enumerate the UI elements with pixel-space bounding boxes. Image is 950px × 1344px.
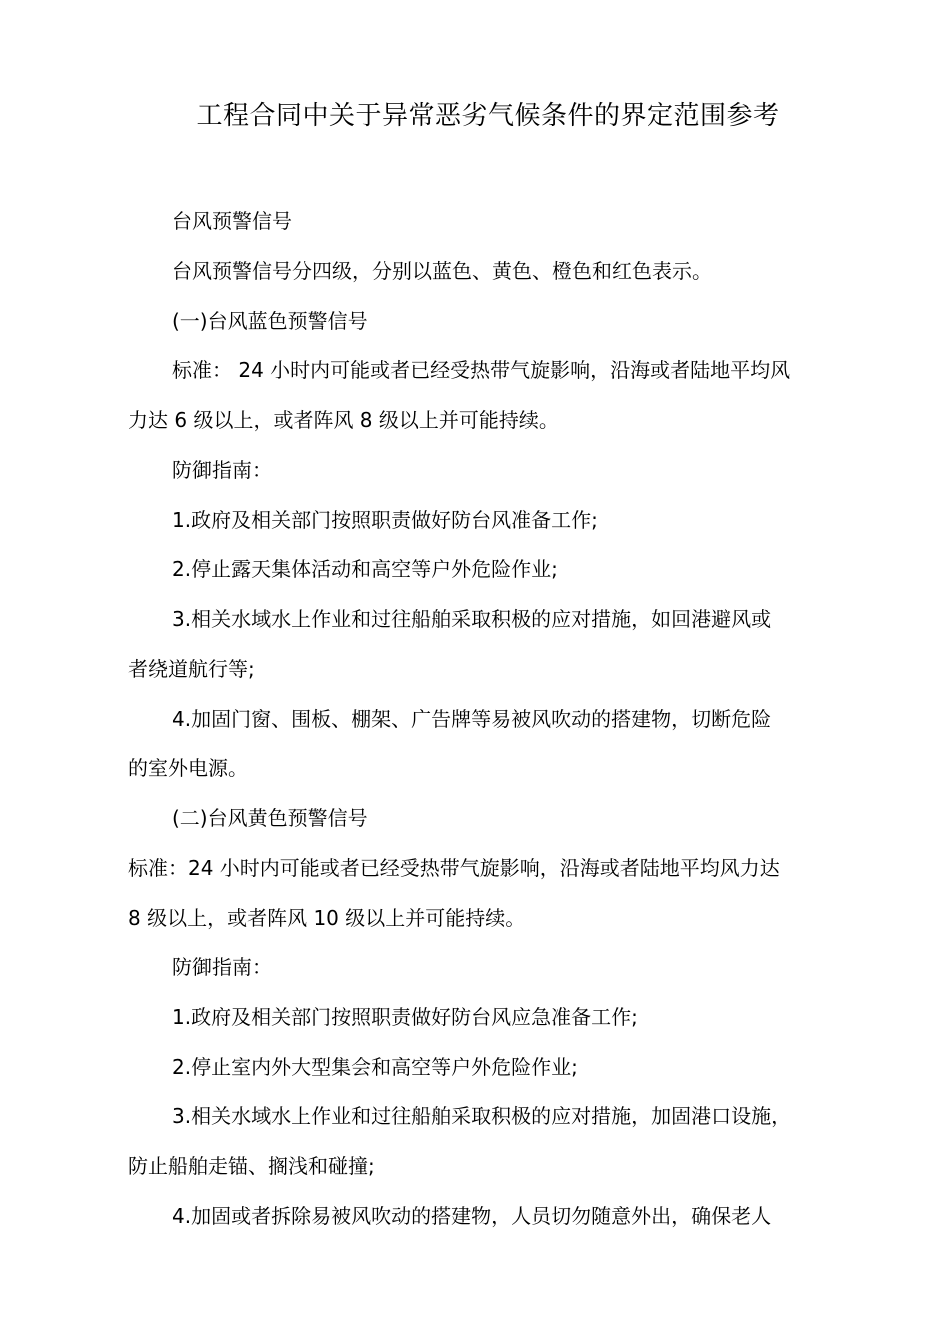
list-item: 3.相关水域水上作业和过往船舶采取积极的应对措施，加固港口设施， xyxy=(172,1104,792,1128)
paragraph-line: 防御指南： xyxy=(172,458,272,482)
list-item: 2.停止室内外大型集会和高空等户外危险作业; xyxy=(172,1055,578,1079)
list-item: 1.政府及相关部门按照职责做好防台风应急准备工作; xyxy=(172,1005,638,1029)
section-heading: 台风预警信号 xyxy=(172,209,292,233)
document-title: 工程合同中关于异常恶劣气候条件的界定范围参考 xyxy=(196,101,780,131)
list-item: 2.停止露天集体活动和高空等户外危险作业; xyxy=(172,557,558,581)
list-item: 4.加固门窗、围板、棚架、广告牌等易被风吹动的搭建物，切断危险 xyxy=(172,707,772,731)
subsection-heading: (二)台风黄色预警信号 xyxy=(172,806,368,830)
paragraph-line: 防御指南： xyxy=(172,955,272,979)
paragraph-line: 台风预警信号分四级，分别以蓝色、黄色、橙色和红色表示。 xyxy=(172,259,712,283)
list-item-continuation: 的室外电源。 xyxy=(128,756,248,780)
list-item: 4.加固或者拆除易被风吹动的搭建物，人员切勿随意外出，确保老人 xyxy=(172,1204,772,1228)
paragraph-line: 力达 6 级以上，或者阵风 8 级以上并可能持续。 xyxy=(128,408,559,432)
subsection-heading: (一)台风蓝色预警信号 xyxy=(172,309,368,333)
list-item-continuation: 者绕道航行等; xyxy=(128,657,255,681)
list-item: 3.相关水域水上作业和过往船舶采取积极的应对措施，如回港避风或 xyxy=(172,607,772,631)
paragraph-line: 8 级以上，或者阵风 10 级以上并可能持续。 xyxy=(128,906,526,930)
paragraph-line: 标准：24 小时内可能或者已经受热带气旋影响，沿海或者陆地平均风力达 xyxy=(128,856,780,880)
list-item-continuation: 防止船舶走锚、搁浅和碰撞; xyxy=(128,1154,375,1178)
paragraph-line: 标准： 24 小时内可能或者已经受热带气旋影响，沿海或者陆地平均风 xyxy=(172,358,791,382)
list-item: 1.政府及相关部门按照职责做好防台风准备工作; xyxy=(172,508,598,532)
